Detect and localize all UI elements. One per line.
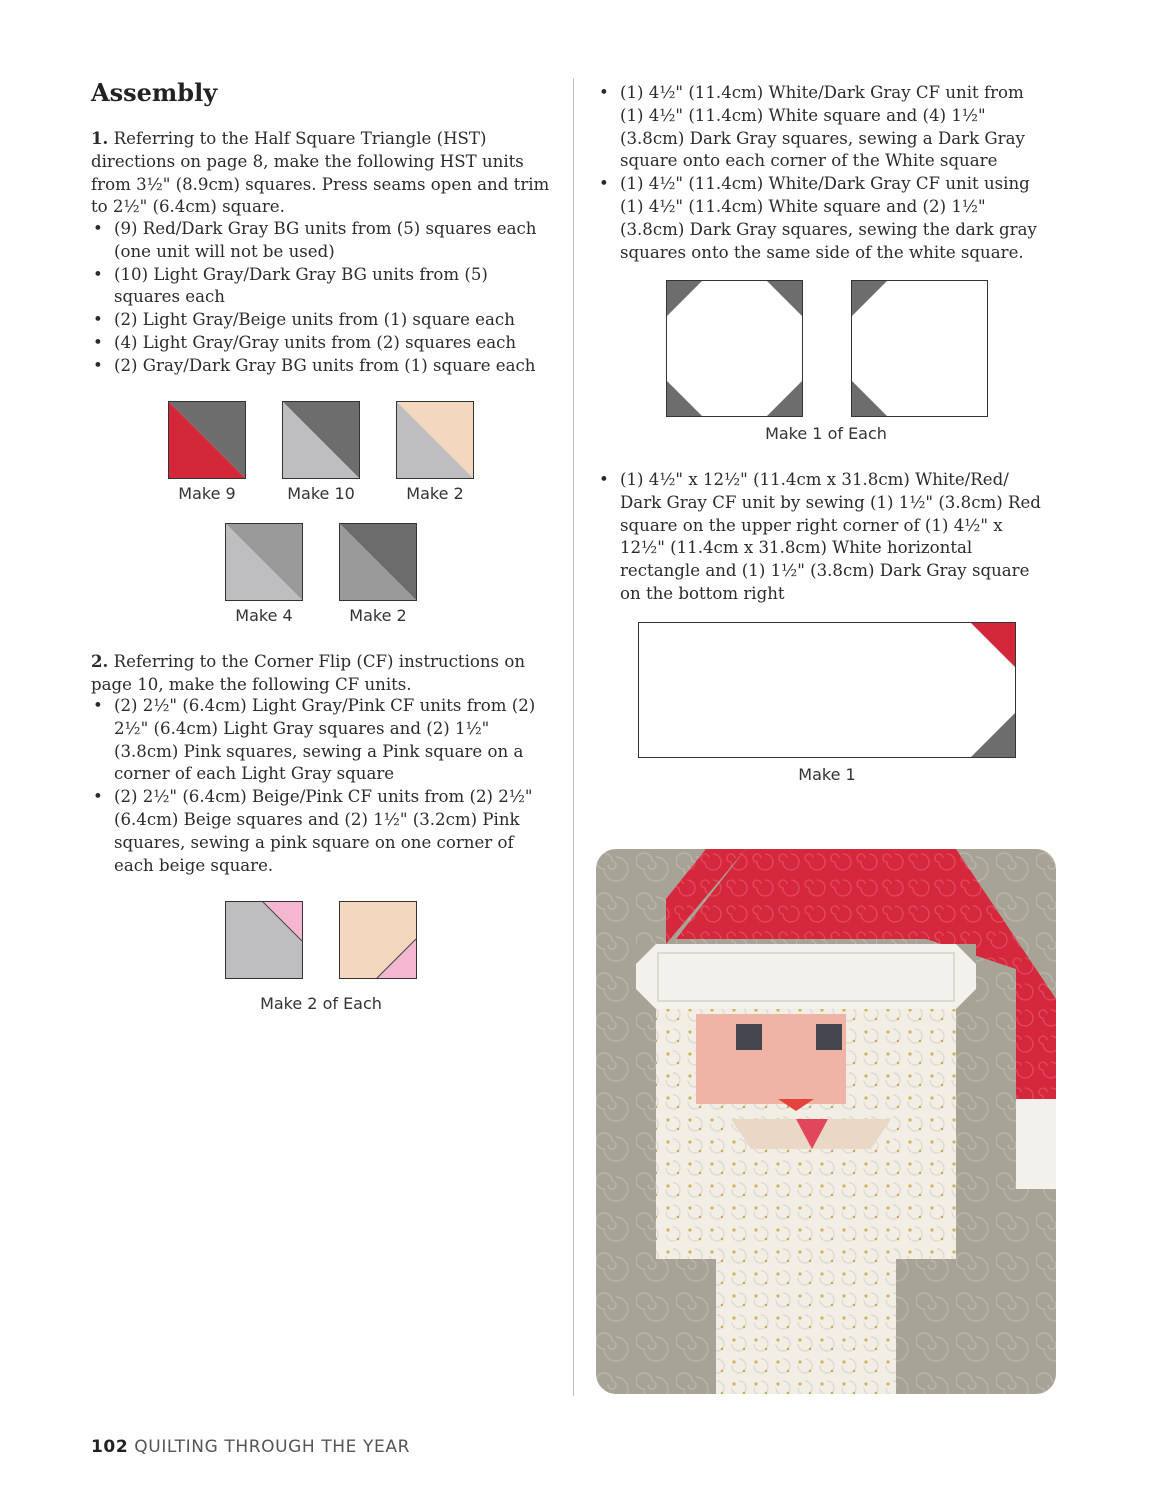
right-list-top — [597, 82, 1037, 264]
cf-white-red-dark-gray-rectangle-diagram — [638, 622, 1016, 758]
step-1-text: Referring to the Half Square Triangle (HST) directions on page 8, make the following HST units from 3½" (8.9cm) squares. Press seams open and trim to 2½" (6.4cm) square. — [91, 129, 550, 217]
step-1-number: 1. — [91, 128, 109, 148]
right-list-mid — [597, 469, 1043, 606]
list-item: • (2) Light Gray/Beige units from (1) square each — [93, 310, 515, 330]
page-number: 102 — [91, 1437, 129, 1457]
list-item: • (2) 2½" (6.4cm) Light Gray/Pink CF units from (2) 2½" (6.4cm) Light Gray squares and (2) 1½" (3.8cm) Pink squares, sewing a Pink square on a corner of each Light Gray square — [93, 696, 536, 784]
list-item: • (10) Light Gray/Dark Gray BG units from (5) squares each — [93, 264, 488, 307]
step-1-paragraph — [91, 127, 557, 219]
cf-white-two-corner-diagram — [851, 280, 988, 417]
list-item: • (2) Gray/Dark Gray BG units from (1) square each — [93, 355, 536, 375]
page-footer — [91, 1437, 410, 1457]
step-2-number: 2. — [91, 651, 109, 671]
list-item: • (9) Red/Dark Gray BG units from (5) squares each (one unit will not be used) — [93, 219, 537, 261]
caption-make-2-second: Make 2 — [349, 606, 407, 625]
step-2-paragraph — [91, 650, 557, 697]
list-item: • (1) 4½" (11.4cm) White/Dark Gray CF unit using (1) 4½" (11.4cm) White square and (2) 1½" (3.8cm) Dark Gray squares, sewing the dark gray squares onto the same side of the white square. — [599, 174, 1037, 262]
hst-light-gray-dark-gray-diagram — [282, 401, 360, 479]
cf-white-four-corner-diagram — [666, 280, 803, 417]
step-1-list — [91, 218, 541, 378]
caption-make-2: Make 2 — [406, 484, 464, 503]
list-item: • (4) Light Gray/Gray units from (2) squares each — [93, 332, 517, 352]
list-item: • (1) 4½" (11.4cm) White/Dark Gray CF unit from (1) 4½" (11.4cm) White square and (4) 1½" (3.8cm) Dark Gray squares, sewing a Dark Gray square onto each corner of the White square — [599, 83, 1025, 171]
caption-make-9: Make 9 — [178, 484, 236, 503]
caption-make-10: Make 10 — [287, 484, 355, 503]
cf-light-gray-pink-diagram — [225, 901, 303, 979]
step-2-text: Referring to the Corner Flip (CF) instructions on page 10, make the following CF units. — [91, 652, 526, 694]
hst-light-gray-gray-diagram — [225, 523, 303, 601]
caption-make-1: Make 1 — [798, 765, 856, 784]
santa-quilt-photo — [596, 849, 1056, 1394]
column-divider — [573, 78, 574, 1396]
book-title: QUILTING THROUGH THE YEAR — [134, 1437, 410, 1457]
list-item: • (2) 2½" (6.4cm) Beige/Pink CF units from (2) 2½" (6.4cm) Beige squares and (2) 1½" (3.2cm) Pink squares, sewing a pink square on one corner of each beige square. — [93, 787, 533, 875]
cf-beige-pink-diagram — [339, 901, 417, 979]
hst-gray-dark-gray-diagram — [339, 523, 417, 601]
caption-make-4: Make 4 — [235, 606, 293, 625]
section-heading: Assembly — [91, 78, 218, 107]
caption-make-1-of-each: Make 1 of Each — [765, 424, 887, 443]
hst-red-dark-gray-diagram — [168, 401, 246, 479]
hst-light-gray-beige-diagram — [396, 401, 474, 479]
caption-make-2-of-each: Make 2 of Each — [260, 994, 382, 1013]
step-2-list — [91, 695, 537, 877]
list-item: • (1) 4½" x 12½" (11.4cm x 31.8cm) White/Red/ Dark Gray CF unit by sewing (1) 1½" (3.8cm) Red square on the upper right corner of (1) 4½" x 12½" (11.4cm x 31.8cm) White horizontal rectangle and (1) 1½" (3.8cm) Dark Gray square on the bottom right — [599, 470, 1041, 603]
